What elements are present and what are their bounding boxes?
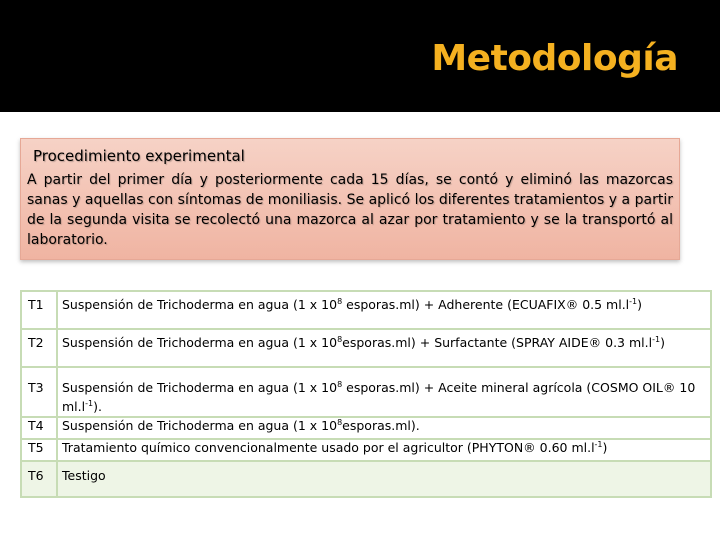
slide-title: Metodología bbox=[431, 38, 678, 79]
procedure-text: A partir del primer día y posteriormente cada 15 días, se contó y eliminó las mazorcas sanas y aquellas con síntomas de moniliasis. Se aplicó los diferentes tratamientos y a partir de la segunda visita se recolectó una mazorca al azar por tratamiento y se la transportó al laboratorio. bbox=[27, 172, 673, 248]
treatment-description: Tratamiento químico convencionalmente usado por el agricultor (PHYTON® 0.60 $ml.l^{-1}$) bbox=[57, 439, 711, 461]
treatment-description: Suspensión de Trichoderma en agua (1 x $10^8$ esporas.ml) + Adherente (ECUAFIX® 0.5 $ml.l^{-1}$) bbox=[57, 291, 711, 329]
treatments-table bbox=[20, 290, 712, 498]
table-row bbox=[21, 367, 711, 417]
procedure-heading: Procedimiento experimental bbox=[33, 147, 245, 165]
treatment-code: T6 bbox=[21, 461, 57, 497]
treatment-code: T3 bbox=[21, 367, 57, 417]
treatment-description: Suspensión de Trichoderma en agua (1 x $10^8esporas.ml$) + Surfactante (SPRAY AIDE® 0.3 $ml.l^{-1}$) bbox=[57, 329, 711, 367]
treatment-code: T1 bbox=[21, 291, 57, 329]
table-row bbox=[21, 439, 711, 461]
treatment-code: T5 bbox=[21, 439, 57, 461]
treatment-code: T4 bbox=[21, 417, 57, 439]
procedure-box bbox=[20, 138, 680, 260]
treatment-description: Suspensión de Trichoderma en agua (1 x $10^8$ esporas.ml) + Aceite mineral agrícola (COSMO OIL® 10 $ml.l^{-1}$). bbox=[57, 367, 711, 417]
title-bar bbox=[0, 0, 720, 112]
table-row bbox=[21, 417, 711, 439]
table-row bbox=[21, 291, 711, 329]
treatment-code: T2 bbox=[21, 329, 57, 367]
table-row bbox=[21, 329, 711, 367]
treatment-description: Suspensión de Trichoderma en agua (1 x $10^8esporas.ml$). bbox=[57, 417, 711, 439]
treatment-description: Testigo bbox=[57, 461, 711, 497]
table-row bbox=[21, 461, 711, 497]
